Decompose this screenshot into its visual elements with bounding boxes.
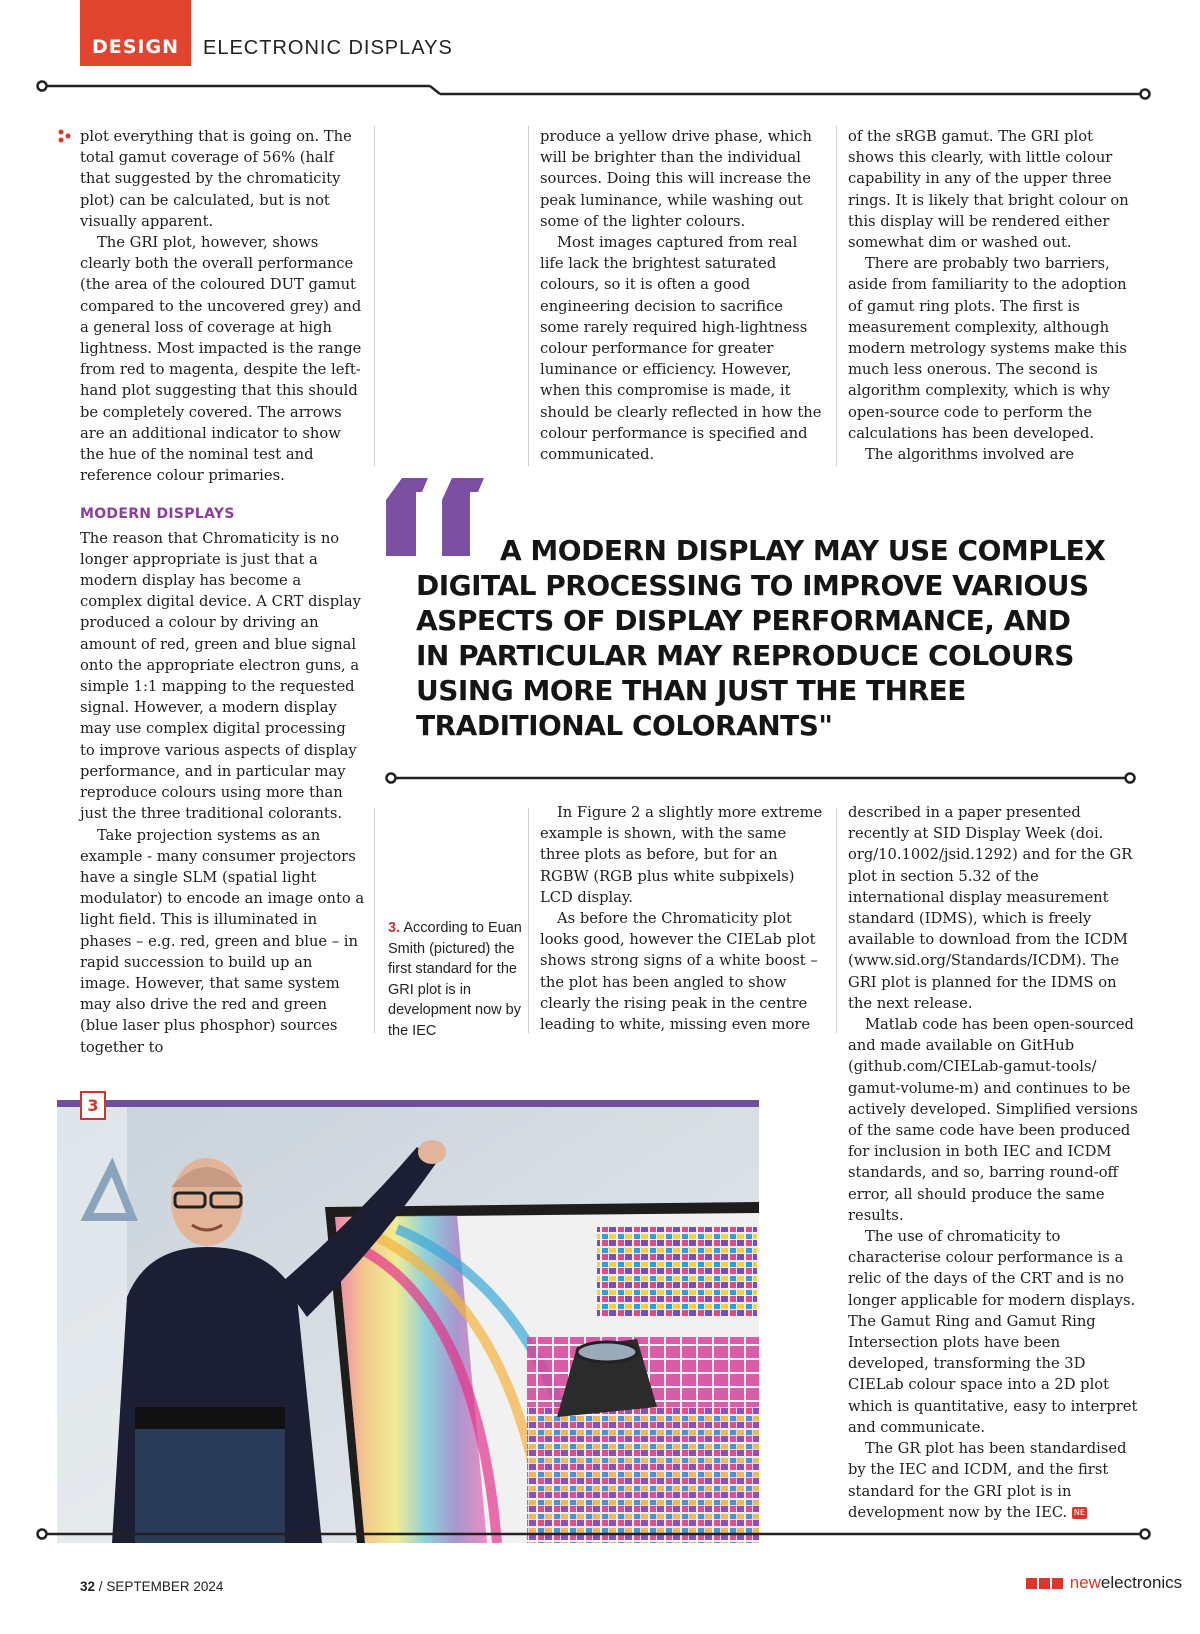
x-icon[interactable] xyxy=(1052,1578,1063,1589)
paragraph xyxy=(848,1438,1138,1523)
issue-date: SEPTEMBER 2024 xyxy=(106,1579,224,1594)
paragraph: The GRI plot, however, shows clearly both the overall performance (the area of the coloured DUT gamut compared to the uncovered grey) and a general loss of coverage at high lightness. Most impacted is the range from red to magenta, despite the left-hand plot suggesting that this should be completely covered. The arrows are an additional indicator to show the hue of the nominal test and reference colour primaries. xyxy=(80,234,362,485)
figure-photo xyxy=(57,1107,759,1543)
photo-illustration xyxy=(57,1107,759,1543)
paragraph: of the sRGB gamut. The GRI plot shows this clearly, with little colour capability in any of the upper three rings. It is likely that bright colour on this display will be rendered either somewhat dim or washed out. xyxy=(848,128,1129,252)
paragraph-text: The GR plot has been standardised by the IEC and ICDM, and the first standard for the GRI plot is in development now by the IEC. xyxy=(848,1440,1127,1521)
paragraph: produce a yellow drive phase, which will be brighter than the individual sources. Doing this will increase the peak luminance, while washing out some of the lighter colours. xyxy=(540,128,812,230)
paragraph: Most images captured from real life lack the brightest saturated colours, so it is often a good engineering decision to sacrifice some rarely required high-lightness colour performance for greater luminance or efficiency. However, when this compromise is made, it should be clearly reflected in how the colour performance is specified and communicated. xyxy=(540,234,822,464)
column-divider xyxy=(528,126,529,466)
column-2 xyxy=(540,126,825,465)
paragraph: plot everything that is going on. The total gamut coverage of 56% (half that suggested by the chromaticity plot) can be calculated, but is not visually apparent. xyxy=(80,128,352,230)
brand-suffix: electronics xyxy=(1100,1573,1183,1592)
figure-number-badge: 3 xyxy=(80,1091,106,1120)
paragraph: The use of chromaticity to characterise colour performance is a relic of the days of the CRT and is no longer applicable for modern displays. The Gamut Ring and Gamut Ring Intersection plots have been developed, transforming the 3D CIELab colour space into a 2D plot which is quantitative, easy to interpret and communicate. xyxy=(848,1228,1138,1436)
footer-brand xyxy=(1026,1573,1182,1593)
brand-prefix: new xyxy=(1069,1573,1101,1592)
column-2-bottom xyxy=(540,802,825,1035)
caption-number: 3. xyxy=(388,920,401,936)
paragraph: The reason that Chromaticity is no longer appropriate is just that a modern display has become a complex digital device. A CRT display produced a colour by driving an amount of red, green and blue signal onto the appropriate electron guns, a simple 1:1 mapping to the requested signal. However, a modern display may use complex digital processing to improve various aspects of display performance, and in particular may reproduce colours using more than just the three traditional colorants. xyxy=(80,529,361,823)
section-title: ELECTRONIC DISPLAYS xyxy=(203,37,453,59)
photo-frame-top xyxy=(57,1100,759,1107)
top-rule xyxy=(30,80,1170,100)
pull-quote-text: A MODERN DISPLAY MAY USE COMPLEX DIGITAL PROCESSING TO IMPROVE VARIOUS ASPECTS OF DISPLAY PERFORMANCE, AND IN PARTICULAR MAY REPRODUCE COLOURS USING MORE THAN JUST THE THREE TRADITIONAL COLORANTS" xyxy=(416,534,1106,742)
column-1 xyxy=(80,126,365,1058)
column-divider xyxy=(528,808,529,1033)
caption-text: According to Euan Smith (pictured) the first standard for the GRI plot is in development now by the IEC xyxy=(388,920,522,1039)
column-divider xyxy=(374,126,375,466)
paragraph: The algorithms involved are xyxy=(865,446,1075,464)
pull-quote xyxy=(416,533,1106,743)
paragraph: described in a paper presented recently at SID Display Week (doi. org/10.1002/jsid.1292) and for the GR plot in section 5.32 of the international display measurement standard (IDMS), which is freely available to download from the ICDM (www.sid.org/Standards/ICDM). The GRI plot is planned for the IDMS on the next release. xyxy=(848,804,1133,1012)
continuation-icon xyxy=(57,129,71,143)
bottom-rule xyxy=(30,1526,1170,1542)
footer-page-info xyxy=(80,1579,223,1594)
end-mark-icon: NE xyxy=(1073,1507,1085,1517)
paragraph: Take projection systems as an example - many consumer projectors have a single SLM (spatial light modulator) to encode an image onto a light field. This is illuminated in phases – e.g. red, green and blue – in rapid succession to build up an image. However, that same system may also drive the red and green (blue laser plus phosphor) sources together to xyxy=(80,826,365,1056)
linkedin-icon[interactable] xyxy=(1039,1578,1050,1589)
subheading: MODERN DISPLAYS xyxy=(80,506,235,523)
paragraph: In Figure 2 a slightly more extreme example is shown, with the same three plots as before, but for an RGBW (RGB plus white subpixels) LCD display. xyxy=(540,804,823,906)
page-number: 32 xyxy=(80,1579,96,1594)
paragraph: Matlab code has been open-sourced and made available on GitHub (github.com/CIELab-gamut-tools/ gamut-volume-m) and continues to be actively developed. Simplified versions of the same code have been produced for inclusion in both IEC and ICDM standards, and so, barring round-off error, all should produce the same results. xyxy=(848,1016,1138,1224)
separator: / xyxy=(98,1579,103,1594)
column-3 xyxy=(848,126,1133,465)
figure-caption xyxy=(388,918,523,1041)
column-divider xyxy=(374,808,375,1033)
column-3-bottom xyxy=(848,802,1138,1523)
facebook-icon[interactable] xyxy=(1026,1578,1037,1589)
paragraph: As before the Chromaticity plot looks good, however the CIELab plot shows strong signs of a white boost – the plot has been angled to show clearly the rising peak in the centre leading to white, missing even more xyxy=(540,910,818,1034)
column-divider xyxy=(836,126,837,466)
section-tag: DESIGN xyxy=(80,0,191,66)
column-divider xyxy=(836,808,837,1033)
mid-rule xyxy=(384,770,1138,786)
paragraph: There are probably two barriers, aside from familiarity to the adoption of gamut ring plots. The first is measurement complexity, although modern metrology systems make this much less onerous. The second is algorithm complexity, which is why open-source code to perform the calculations has been developed. xyxy=(848,255,1127,442)
